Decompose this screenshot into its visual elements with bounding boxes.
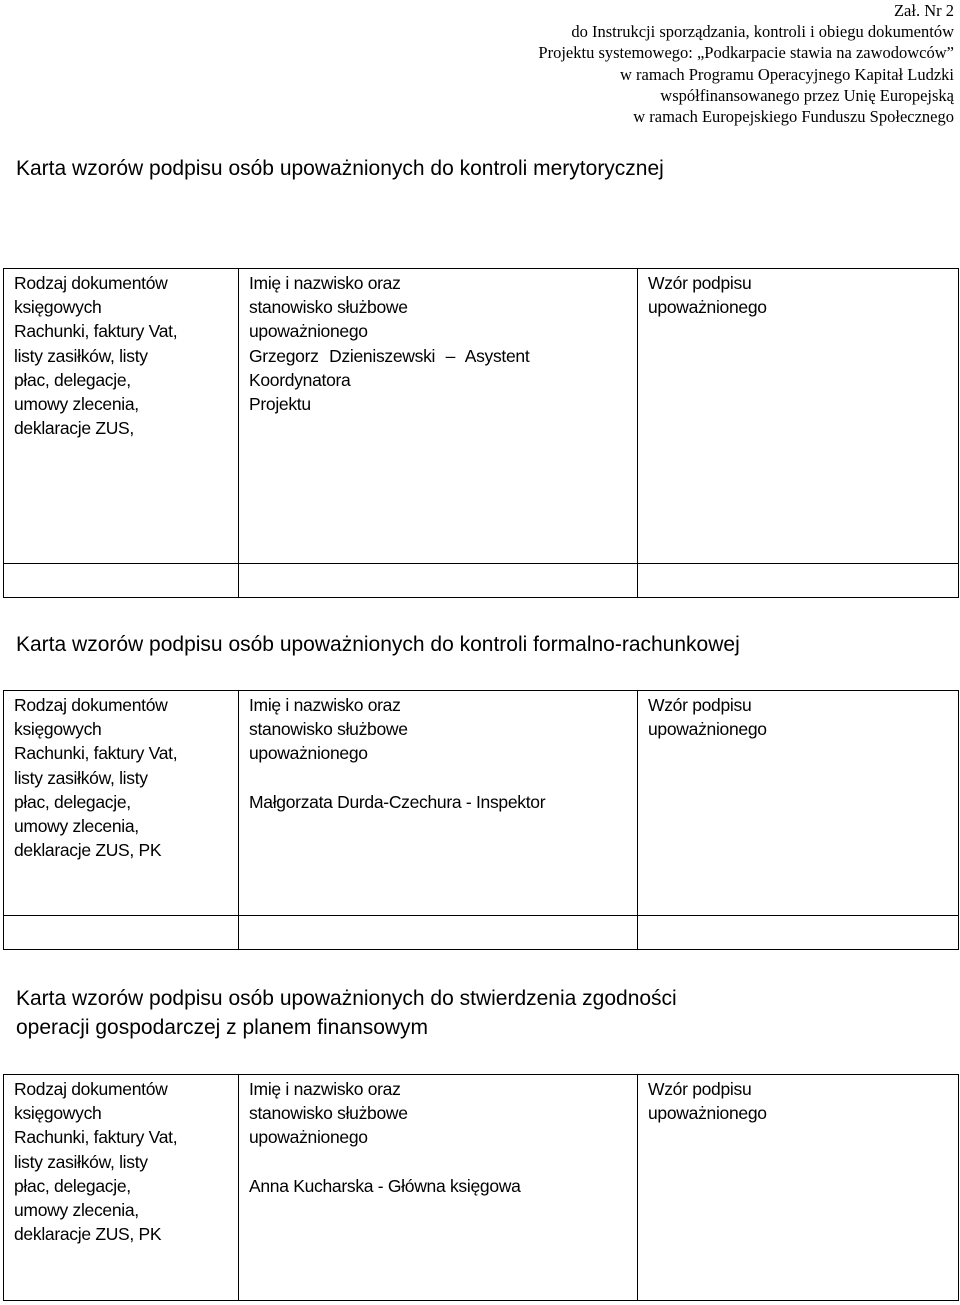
signature-table-merytoryczna xyxy=(3,268,959,598)
empty-table-row xyxy=(4,916,959,950)
section-title-zgodnosc-z-planem: Karta wzorów podpisu osób upoważnionych do stwierdzenia zgodności operacji gospodarczej z planem finansowym xyxy=(16,987,677,1039)
table-row xyxy=(4,691,959,916)
column-header-document-type: Rodzaj dokumentów księgowych xyxy=(14,695,168,740)
annex-line: w ramach Europejskiego Funduszu Społecznego xyxy=(633,107,954,127)
annex-line: współfinansowanego przez Unię Europejską xyxy=(660,85,954,105)
document-type-cell xyxy=(4,1075,239,1301)
empty-table-row xyxy=(4,564,959,598)
table-row xyxy=(4,269,959,564)
document-list: Rachunki, faktury Vat, listy zasiłków, listy płac, delegacje, umowy zlecenia, deklaracje ZUS, PK xyxy=(14,1127,178,1245)
document-type-cell xyxy=(4,691,239,916)
signature-specimen-cell xyxy=(638,1075,959,1301)
annex-line: Projektu systemowego: „Podkarpacie stawia na zawodowców” xyxy=(538,43,954,63)
annex-line: w ramach Programu Operacyjnego Kapitał Ludzki xyxy=(619,64,954,84)
section-title-merytoryczna: Karta wzorów podpisu osób upoważnionych do kontroli merytorycznej xyxy=(16,157,664,180)
annex-header xyxy=(334,0,954,127)
column-header-name-position: Imię i nazwisko oraz stanowisko służbowe upoważnionego xyxy=(249,273,408,342)
section-title-formalno-rachunkowa: Karta wzorów podpisu osób upoważnionych do kontroli formalno-rachunkowej xyxy=(16,633,740,656)
document-type-cell xyxy=(4,269,239,564)
authorized-person-cell xyxy=(239,269,638,564)
authorized-person: Anna Kucharska - Główna księgowa xyxy=(249,1175,521,1196)
column-header-document-type: Rodzaj dokumentów księgowych xyxy=(14,273,168,318)
signature-specimen-cell xyxy=(638,269,959,564)
annex-number: Zał. Nr 2 xyxy=(893,1,954,20)
column-header-signature: Wzór podpisu upoważnionego xyxy=(648,1079,767,1124)
column-header-signature: Wzór podpisu upoważnionego xyxy=(648,273,767,318)
annex-line: do Instrukcji sporządzania, kontroli i obiegu dokumentów xyxy=(571,22,954,42)
signature-table-zgodnosc-z-planem xyxy=(3,1074,959,1301)
signature-specimen-cell xyxy=(638,691,959,916)
authorized-person: Małgorzata Durda-Czechura - Inspektor xyxy=(249,791,546,812)
table-row xyxy=(4,1075,959,1301)
column-header-name-position: Imię i nazwisko oraz stanowisko służbowe upoważnionego xyxy=(249,695,408,764)
document-list: Rachunki, faktury Vat, listy zasiłków, listy płac, delegacje, umowy zlecenia, deklaracje ZUS, xyxy=(14,321,178,439)
column-header-name-position: Imię i nazwisko oraz stanowisko służbowe upoważnionego xyxy=(249,1079,408,1148)
authorized-person-cell xyxy=(239,1075,638,1301)
column-header-signature: Wzór podpisu upoważnionego xyxy=(648,695,767,740)
authorized-person: Grzegorz Dzieniszewski – Asystent Koordynatora Projektu xyxy=(249,345,530,415)
column-header-document-type: Rodzaj dokumentów księgowych xyxy=(14,1079,168,1124)
authorized-person-cell xyxy=(239,691,638,916)
document-list: Rachunki, faktury Vat, listy zasiłków, listy płac, delegacje, umowy zlecenia, deklaracje ZUS, PK xyxy=(14,743,178,861)
signature-table-formalno-rachunkowa xyxy=(3,690,959,950)
